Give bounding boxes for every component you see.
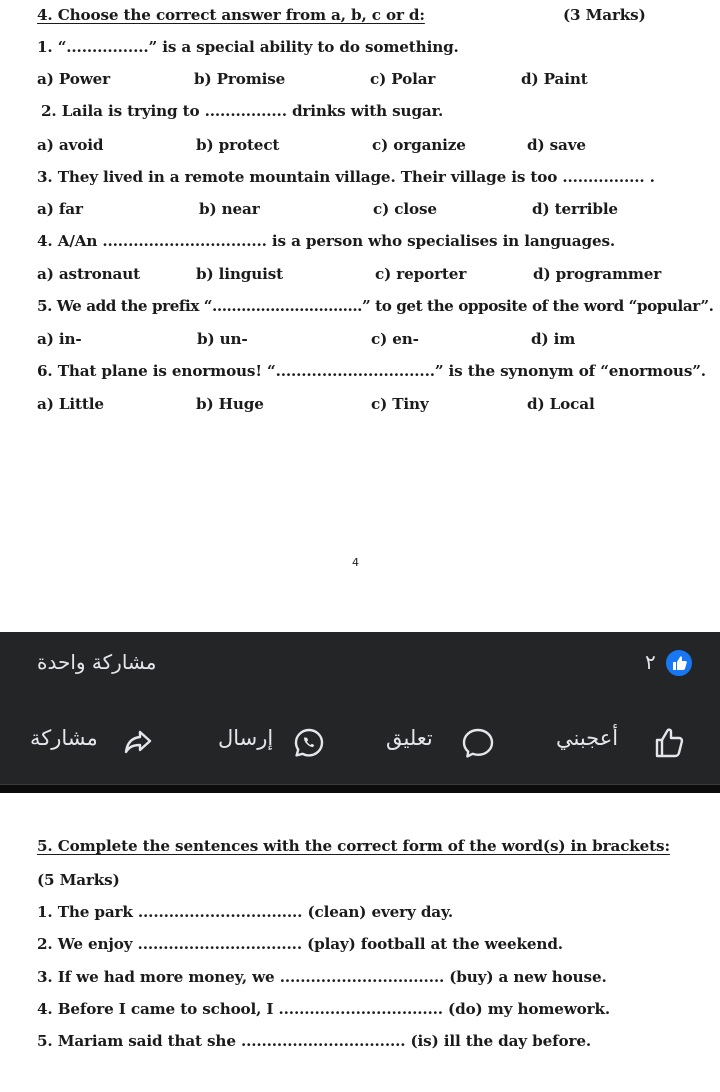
q4-item-1-option-a: a) Power: [37, 70, 110, 88]
worksheet-page-2: [0, 793, 720, 1092]
q4-item-6-option-b: b) Huge: [196, 395, 264, 413]
q4-item-4-option-c: c) reporter: [375, 265, 467, 283]
q4-item-5-option-b: b) un-: [197, 330, 248, 348]
q4-item-1-option-d: d) Paint: [521, 70, 588, 88]
like-reaction-badge-icon: [664, 648, 694, 678]
share-label: مشاركة: [30, 726, 98, 750]
q4-item-2-option-d: d) save: [527, 136, 586, 154]
thumbs-up-icon: [652, 725, 688, 761]
q4-item-1-stem: 1. “................” is a special ability to do something.: [37, 38, 459, 56]
page-number: 4: [352, 556, 359, 569]
q4-item-3-option-b: b) near: [199, 200, 260, 218]
q5-item-1: 1. The park ................................ (clean) every day.: [37, 903, 454, 921]
q4-item-1-option-c: c) Polar: [370, 70, 436, 88]
shares-count-link[interactable]: مشاركة واحدة: [37, 650, 157, 674]
q5-item-5: 5. Mariam said that she ................................ (is) ill the day before.: [37, 1032, 591, 1050]
q4-item-5-option-c: c) en-: [371, 330, 419, 348]
q4-item-4-stem: 4. A/An ................................ is a person who specialises in languages.: [37, 232, 615, 250]
whatsapp-icon: [292, 726, 326, 760]
q4-item-3-option-d: d) terrible: [532, 200, 618, 218]
q4-item-5-option-a: a) in-: [37, 330, 82, 348]
send-label: إرسال: [218, 726, 274, 750]
q5-item-2: 2. We enjoy ................................ (play) football at the weekend.: [37, 935, 563, 953]
q4-item-4-option-b: b) linguist: [196, 265, 284, 283]
question-5-marks: (5 Marks): [37, 871, 120, 889]
q4-item-3-stem: 3. They lived in a remote mountain village. Their village is too ................ .: [37, 168, 655, 186]
post-action-bar: [0, 632, 720, 785]
q5-item-3: 3. If we had more money, we ................................ (buy) a new house.: [37, 968, 607, 986]
q5-item-4: 4. Before I came to school, I ................................ (do) my homework.: [37, 1000, 611, 1018]
q4-item-4-option-d: d) programmer: [533, 265, 662, 283]
q4-item-6-stem: 6. That plane is enormous! “...............................” is the synonym of “enormous”.: [37, 362, 706, 380]
post-separator: [0, 785, 720, 793]
q4-item-6-option-a: a) Little: [37, 395, 104, 413]
like-label: أعجبني: [556, 726, 619, 750]
question-4-marks: (3 Marks): [563, 6, 646, 24]
like-button[interactable]: [556, 724, 696, 760]
q4-item-6-option-c: c) Tiny: [371, 395, 429, 413]
likes-count[interactable]: ٢: [645, 650, 656, 674]
q4-item-3-option-c: c) close: [373, 200, 437, 218]
q4-item-2-option-a: a) avoid: [37, 136, 104, 154]
q4-item-5-option-d: d) im: [531, 330, 576, 348]
q4-item-1-option-b: b) Promise: [194, 70, 286, 88]
share-button[interactable]: [30, 724, 160, 760]
comment-label: تعليق: [386, 726, 433, 750]
question-4-heading: 4. Choose the correct answer from a, b, c or d:: [37, 6, 425, 24]
q4-item-2-stem: 2. Laila is trying to ................ drinks with sugar.: [41, 102, 444, 120]
question-5-heading: 5. Complete the sentences with the correct form of the word(s) in brackets:: [37, 837, 670, 855]
q4-item-2-option-c: c) organize: [372, 136, 466, 154]
send-whatsapp-button[interactable]: [218, 724, 336, 760]
share-arrow-icon: [122, 726, 154, 758]
comment-bubble-icon: [460, 725, 496, 761]
q4-item-5-stem: 5. We add the prefix “...............................” to get the opposite of the word “popular”.: [37, 297, 714, 315]
q4-item-6-option-d: d) Local: [527, 395, 595, 413]
q4-item-4-option-a: a) astronaut: [37, 265, 140, 283]
comment-button[interactable]: [386, 724, 506, 760]
q4-item-3-option-a: a) far: [37, 200, 83, 218]
q4-item-2-option-b: b) protect: [196, 136, 280, 154]
